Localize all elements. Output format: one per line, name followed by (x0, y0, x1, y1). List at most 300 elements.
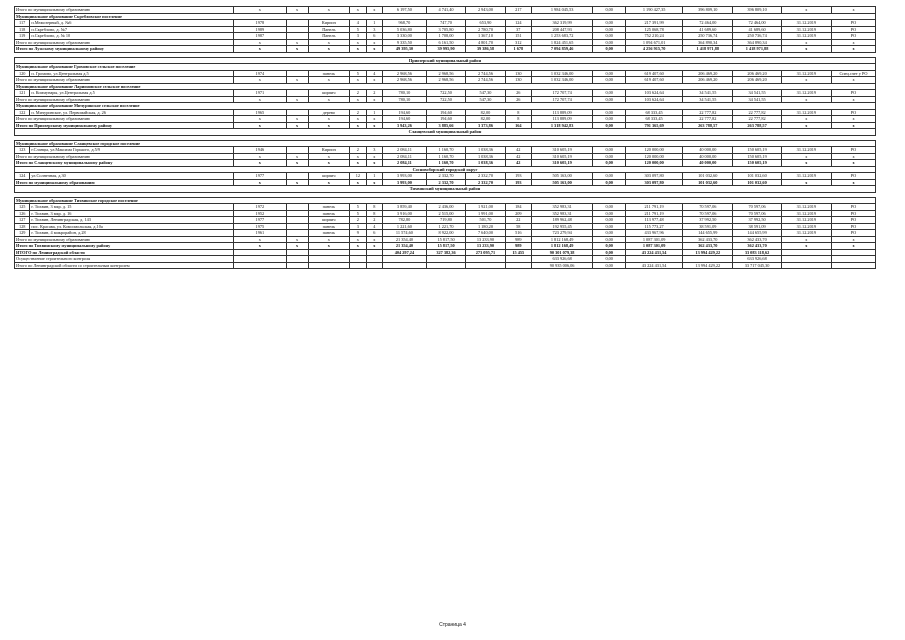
table-cell: 49 395,30 (383, 46, 427, 53)
table-cell: 396 809,10 (683, 7, 733, 14)
table-cell: 22 (505, 217, 531, 224)
table-cell: Итого по муниципальному образованию (15, 236, 234, 243)
table-cell: 0,00 (593, 217, 626, 224)
table-cell: 2 084,11 (383, 160, 427, 167)
table-cell: x (366, 77, 382, 84)
table-cell: панель (308, 210, 350, 217)
table-cell: 68 333,45 (626, 109, 683, 116)
table-cell: x (286, 179, 308, 186)
table-cell: РО (832, 26, 876, 33)
table-cell: x (832, 39, 876, 46)
table-cell: x (308, 96, 350, 103)
table-cell: 2 (350, 90, 366, 97)
table-cell: 43 224 431,54 (626, 249, 683, 256)
table-cell: 1972 (234, 204, 287, 211)
table-cell: панель (308, 70, 350, 77)
table-cell: 780,10 (383, 96, 427, 103)
table-cell: x (234, 122, 287, 129)
table-cell: панель (308, 204, 350, 211)
table-cell: 0,00 (593, 39, 626, 46)
table-cell: 263 788,57 (683, 122, 733, 129)
table-cell: 194,60 (426, 116, 465, 123)
table-cell: x (350, 116, 366, 123)
table-cell: 172 707,74 (531, 90, 592, 97)
table-cell: 2 332,70 (466, 179, 505, 186)
table-cell: Муниципальное образование Скребловское поселение (15, 13, 876, 20)
table-cell: x (781, 7, 831, 14)
table-cell: x (234, 7, 287, 14)
table-cell: 4 (350, 20, 366, 27)
table-cell: 120 000,00 (626, 160, 683, 167)
table-cell: 37 992,50 (733, 217, 781, 224)
table-cell: x (308, 153, 350, 160)
table-cell: x (350, 7, 366, 14)
table-cell: 3 330,00 (383, 33, 427, 40)
table-cell: 791 365,69 (626, 122, 683, 129)
table-cell: 40 000,00 (683, 153, 733, 160)
table-cell: 13 994 429,22 (683, 262, 733, 269)
table-cell: x (350, 39, 366, 46)
table-cell: РО (832, 223, 876, 230)
table-cell: 2 332,70 (426, 179, 465, 186)
table-cell: 70 597,06 (733, 204, 781, 211)
table-cell: 653,90 (466, 20, 505, 27)
table-cell: 0,00 (593, 70, 626, 77)
table-cell: 124 (505, 20, 531, 27)
table-cell: 184 (505, 204, 531, 211)
table-cell: пос. Красава, ул. Комсомольская, д.10а (30, 223, 234, 230)
table-cell: x (286, 160, 308, 167)
table-cell: 113 889,09 (531, 109, 592, 116)
table-cell: 1977 (234, 217, 287, 224)
table-cell: 0,00 (593, 7, 626, 14)
table-cell: x (781, 179, 831, 186)
table-cell: 263 788,57 (733, 122, 781, 129)
table-cell: РО (832, 33, 876, 40)
table-cell: 780,10 (383, 90, 427, 97)
table-cell: 15 817,50 (426, 236, 465, 243)
table-cell: 70 597,06 (683, 210, 733, 217)
table-cell: 1977 (234, 173, 287, 180)
table-cell: РО (832, 109, 876, 116)
table-cell: 968,70 (383, 20, 427, 27)
table-cell: 312 (505, 39, 531, 46)
table-cell: 547,30 (466, 96, 505, 103)
table-cell: x (781, 96, 831, 103)
table-cell: 117 (15, 20, 30, 27)
table-cell: 22 777,82 (683, 109, 733, 116)
table-cell: x (832, 46, 876, 53)
table-cell: 211 791,19 (626, 210, 683, 217)
table-cell: x (832, 77, 876, 84)
table-cell: 4 256 915,70 (626, 46, 683, 53)
table-cell: РО (832, 173, 876, 180)
table-cell: x (308, 116, 350, 123)
table-cell: x (308, 179, 350, 186)
table-cell: 352 983,31 (531, 210, 592, 217)
table-cell: x (308, 46, 350, 53)
table-cell: 31.12.2019 (781, 70, 831, 77)
table-cell: 31.12.2019 (781, 109, 831, 116)
table-cell: 1 418 971,88 (733, 46, 781, 53)
table-cell: 21 354,40 (383, 243, 427, 250)
table-cell: Итого по Лужскому муниципальному району (15, 46, 234, 53)
table-cell: x (308, 77, 350, 84)
table-cell: 194,60 (383, 109, 427, 116)
table-cell: 2 744,56 (466, 77, 505, 84)
table-cell: п.Скреблово, д. №7 (30, 26, 234, 33)
table-cell: 189 962,48 (531, 217, 592, 224)
table-cell: 0,00 (593, 262, 626, 269)
table-cell: 1 318 942,83 (531, 122, 592, 129)
table-cell: 21 354,40 (383, 236, 427, 243)
table-cell: 0,00 (593, 20, 626, 27)
table-cell: 1946 (234, 147, 287, 154)
table-cell: x (234, 46, 287, 53)
table-cell: Итого по муниципальному образованию (15, 153, 234, 160)
table-cell: 433 967,96 (626, 230, 683, 237)
table-cell: г.Сланцы, ул.Максима Горького, д.5/9 (30, 147, 234, 154)
table-cell: 1 094 671,01 (626, 39, 683, 46)
table-cell: 516 (505, 230, 531, 237)
table-cell: 119 (15, 33, 30, 40)
table-cell: x (366, 116, 382, 123)
table-cell: 6 (366, 33, 382, 40)
table-cell: 9 (350, 230, 366, 237)
table-cell: 40 000,00 (683, 147, 733, 154)
table-cell: 505 163,00 (531, 179, 592, 186)
table-cell: п. Мичуринское, ул. Первомайская, д. 26 (30, 109, 234, 116)
table-cell: Муниципальное образование Сланцевское городское поселение (15, 140, 876, 147)
table-cell: 0,00 (593, 147, 626, 154)
table-cell: 1 812 168,49 (531, 243, 592, 250)
table-cell: 103 624,64 (626, 90, 683, 97)
table-cell: x (234, 179, 287, 186)
table-cell: п. Коммунары, ул.Центральная д.5 (30, 90, 234, 97)
table-cell: 3 (350, 33, 366, 40)
table-cell: x (832, 160, 876, 167)
table-cell: 501,70 (466, 217, 505, 224)
table-cell (505, 262, 531, 269)
table-cell: x (286, 122, 308, 129)
table-cell: x (366, 243, 382, 250)
table-cell: x (308, 243, 350, 250)
table-cell: РО (832, 217, 876, 224)
table-cell: 8 922,00 (426, 230, 465, 237)
table-cell: 34 541,55 (683, 90, 733, 97)
table-cell: 31.12.2019 (781, 173, 831, 180)
table-cell: 547,30 (466, 90, 505, 97)
table-cell: 101 032,60 (733, 179, 781, 186)
table-cell: РО (832, 210, 876, 217)
table-cell: 208 447,93 (531, 26, 592, 33)
table-cell: x (286, 236, 308, 243)
table-cell: 150 605,19 (733, 153, 781, 160)
table-cell: x (234, 160, 287, 167)
table-cell: 58 (505, 223, 531, 230)
table-cell: Итого по Ленинградской области со строительным контролем (15, 262, 234, 269)
table-cell: x (234, 96, 287, 103)
table-cell: Итого по Приозерскому муниципальному району (15, 122, 234, 129)
table-cell: Итого по муниципальному образованию (15, 179, 234, 186)
table-cell: 209 (505, 210, 531, 217)
table-cell: 15 455 (505, 249, 531, 256)
table-cell: 42 (505, 160, 531, 167)
table-cell: 15 817,50 (426, 243, 465, 250)
table-cell: 2 084,11 (383, 147, 427, 154)
table-cell: 0,00 (593, 96, 626, 103)
table-cell: 5 036,80 (383, 26, 427, 33)
table-cell: 0,00 (593, 153, 626, 160)
table-cell: 31.12.2019 (781, 26, 831, 33)
table-cell: 31.12.2019 (781, 217, 831, 224)
table-cell: 33 717 045,30 (733, 262, 781, 269)
table-cell: Итого по муниципальному образованию (15, 7, 234, 14)
table-cell: x (286, 7, 308, 14)
table-cell (383, 262, 427, 269)
table-cell: 31.12.2019 (781, 147, 831, 154)
table-cell: 40 000,00 (683, 160, 733, 167)
table-cell: г. Тихвин, 4 микрорайон, д.28 (30, 230, 234, 237)
table-cell: г. Тихвин, 3 мкр. д. 16 (30, 210, 234, 217)
table-cell: 1952 (234, 210, 287, 217)
table-cell: 82,00 (466, 109, 505, 116)
table-cell: 31.12.2019 (781, 33, 831, 40)
table-cell: x (781, 46, 831, 53)
table-cell: 1 984 045,53 (531, 7, 592, 14)
table-cell (234, 262, 287, 269)
table-cell: 752 210,24 (626, 33, 683, 40)
table-cell: 120 (15, 70, 30, 77)
table-cell: 362 433,70 (733, 236, 781, 243)
table-cell: 41 689,60 (733, 26, 781, 33)
table-cell: РО (832, 20, 876, 27)
table-cell: 2 (350, 109, 366, 116)
table-cell (832, 262, 876, 269)
table-cell: x (350, 160, 366, 167)
table-cell: x (286, 46, 308, 53)
table-cell: 120 000,00 (626, 147, 683, 154)
table-cell: Итого по муниципальному образованию (15, 96, 234, 103)
table-cell: 1974 (234, 70, 287, 77)
table-cell: 22 777,82 (733, 116, 781, 123)
table-cell: x (350, 77, 366, 84)
table-cell: x (366, 39, 382, 46)
table-cell: 3 993,00 (383, 179, 427, 186)
table-cell: 38 591,09 (683, 223, 733, 230)
table-cell: 206 469,20 (733, 70, 781, 77)
table-cell: 194,60 (383, 116, 427, 123)
table-cell: 39 386,58 (466, 46, 505, 53)
table-cell: 3 373,86 (466, 122, 505, 129)
table-cell: x (366, 96, 382, 103)
table-cell: 2 (366, 90, 382, 97)
table-cell: 164 (505, 122, 531, 129)
table-cell: 619 407,60 (626, 70, 683, 77)
table-cell: 31.12.2019 (781, 90, 831, 97)
table-cell: 192 955,45 (531, 223, 592, 230)
table-cell: 42 (505, 147, 531, 154)
table-cell: 1 367,10 (466, 33, 505, 40)
table-cell: 1 921,00 (466, 204, 505, 211)
table-cell: 0,00 (593, 249, 626, 256)
table-cell: 633 926,68 (733, 256, 781, 263)
table-cell: 82,00 (466, 116, 505, 123)
table-cell: x (234, 116, 287, 123)
table-cell: Приозерский муниципальный район (15, 57, 876, 64)
table-cell: 0,00 (593, 26, 626, 33)
table-cell: 0,00 (593, 230, 626, 237)
table-cell: ИТОГО по Ленинградской области (15, 249, 234, 256)
table-cell: Панель (308, 33, 350, 40)
table-cell: 12 (350, 173, 366, 180)
table-cell: 103 624,64 (626, 96, 683, 103)
table-cell: 327 382,36 (426, 249, 465, 256)
table-cell: x (350, 153, 366, 160)
table-cell: 273 095,71 (466, 249, 505, 256)
table-cell: x (308, 39, 350, 46)
table-cell: 70 597,06 (733, 210, 781, 217)
table-cell: 2 744,56 (466, 70, 505, 77)
table-cell: 6 197,50 (383, 7, 427, 14)
table-cell: 303 097,80 (626, 179, 683, 186)
table-cell: 5 (350, 210, 366, 217)
table-cell: 1965 (234, 109, 287, 116)
table-cell: п.Скреблово, д. № 10 (30, 33, 234, 40)
table-cell: 22 777,82 (683, 116, 733, 123)
table-cell: 5 (350, 204, 366, 211)
table-cell: 0,00 (593, 204, 626, 211)
table-cell: 0,00 (593, 256, 626, 263)
table-cell: 0,00 (593, 33, 626, 40)
table-cell: 34 541,55 (733, 96, 781, 103)
table-cell: 0,00 (593, 109, 626, 116)
table-cell: 206 469,20 (683, 77, 733, 84)
table-cell: 113 977,48 (626, 217, 683, 224)
table-cell: 217 391,99 (626, 20, 683, 27)
table-cell: x (366, 46, 382, 53)
table-cell: Муниципальное образование Мичуринское сельское поселение (15, 103, 876, 110)
table-cell: 0,00 (593, 210, 626, 217)
table-cell (366, 262, 382, 269)
table-cell: 151 (505, 33, 531, 40)
table-cell: 1 (366, 20, 382, 27)
register-sheet (14, 6, 876, 269)
housing-register-table (14, 6, 876, 269)
table-cell: 129 (15, 230, 30, 237)
table-cell: 122 (15, 109, 30, 116)
table-cell: 1 038,36 (466, 153, 505, 160)
table-cell: 250 736,74 (733, 33, 781, 40)
table-cell: 2 780,70 (466, 26, 505, 33)
table-cell: 13 233,90 (466, 243, 505, 250)
table-cell: 362 433,70 (733, 243, 781, 250)
table-cell: 34 541,55 (683, 96, 733, 103)
table-cell: 193 (505, 179, 531, 186)
table-cell: 1 418 971,88 (683, 46, 733, 53)
table-cell: 1975 (234, 223, 287, 230)
table-cell: 13 233,90 (466, 236, 505, 243)
table-cell: 723 279,94 (531, 230, 592, 237)
table-cell: x (832, 179, 876, 186)
table-cell: 1961 (234, 230, 287, 237)
table-cell: 2 (350, 217, 366, 224)
table-cell: 90 935 006,06 (531, 262, 592, 269)
table-cell: x (308, 236, 350, 243)
table-cell: кирпич (308, 217, 350, 224)
table-cell: 26 (505, 96, 531, 103)
table-body (15, 7, 876, 269)
table-cell: 722,50 (426, 90, 465, 97)
table-cell: x (781, 236, 831, 243)
table-cell: 2 436,00 (426, 204, 465, 211)
table-cell: x (286, 116, 308, 123)
table-cell: Итого по муниципальному образованию (15, 116, 234, 123)
table-cell: 124 (15, 173, 30, 180)
table-cell: Спец.счет у РО (832, 70, 876, 77)
table-cell: 31.12.2019 (781, 223, 831, 230)
table-row (15, 262, 876, 269)
table-cell: 3 885,66 (426, 122, 465, 129)
table-cell: x (832, 153, 876, 160)
table-cell: 1 708,00 (426, 33, 465, 40)
table-cell: Муниципальное образование Ларионовское сельское поселение (15, 83, 876, 90)
table-cell: x (286, 243, 308, 250)
table-cell: x (350, 236, 366, 243)
table-cell: кирпич (308, 173, 350, 180)
table-cell: 1987 (234, 33, 287, 40)
table-cell: 31.12.2019 (781, 204, 831, 211)
table-cell: x (366, 160, 382, 167)
table-cell: 303 097,80 (626, 173, 683, 180)
table-cell: x (308, 122, 350, 129)
table-cell: Тихвинский муниципальный район (15, 186, 876, 193)
table-cell: x (781, 153, 831, 160)
table-cell: 747,70 (426, 20, 465, 27)
table-cell: x (350, 179, 366, 186)
table-cell: 782,80 (383, 217, 427, 224)
table-cell: 3 (366, 26, 382, 33)
table-cell: 0,00 (593, 243, 626, 250)
table-cell: x (308, 160, 350, 167)
table-cell: 41 689,60 (683, 26, 733, 33)
table-cell: 310 605,19 (531, 153, 592, 160)
table-cell: 0,00 (593, 90, 626, 97)
table-cell: 101 032,60 (683, 173, 733, 180)
table-cell: x (781, 160, 831, 167)
table-cell: 128 (15, 223, 30, 230)
table-cell: Итого по Тихвинскому муниципальному району (15, 243, 234, 250)
table-cell: 72 464,00 (733, 20, 781, 27)
table-cell: 3 (366, 147, 382, 154)
table-cell: 144 655,99 (733, 230, 781, 237)
table-cell: Муниципальное образование Тихвинское городское поселение (15, 197, 876, 204)
table-cell: РО (832, 147, 876, 154)
table-cell: 2 968,56 (426, 77, 465, 84)
table-cell: 34 541,55 (733, 90, 781, 97)
table-cell: x (366, 153, 382, 160)
table-cell: кирпич (308, 90, 350, 97)
table-cell: 13 994 429,22 (683, 249, 733, 256)
table-cell: дерево (308, 109, 350, 116)
table-cell: 101 032,60 (683, 179, 733, 186)
table-cell: 194,60 (426, 109, 465, 116)
table-cell: x (350, 46, 366, 53)
table-cell: 172 707,74 (531, 96, 592, 103)
table-cell (350, 262, 366, 269)
table-cell: 150 605,19 (733, 147, 781, 154)
table-cell: Кирпич (308, 147, 350, 154)
